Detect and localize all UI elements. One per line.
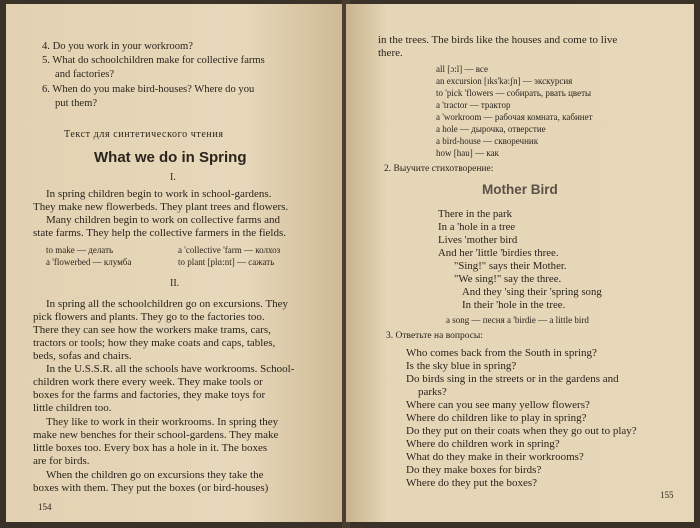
poem-title: Mother Bird [482, 182, 558, 197]
section-number-1: I. [170, 172, 176, 183]
question-5-cont: and factories? [55, 69, 115, 80]
question-4: 4. Do you work in your workroom? [42, 41, 193, 52]
question-5: 5. What do schoolchildren make for collective farms [42, 55, 265, 66]
task-2-label: 2. Выучите стихотворение: [384, 164, 494, 174]
question-6-cont: put them? [55, 98, 98, 109]
page-number-left: 154 [38, 502, 52, 512]
task-3-label: 3. Ответьте на вопросы: [386, 331, 483, 341]
question-6: 6. When do you make bird-houses? Where do you [42, 84, 255, 95]
right-page: in the trees. The birds like the houses and come to live there. all [ɔ:l] — все an excursion [ɪks'kə:ʃn] — экскурсия to 'pick 'flowers — собирать, рвать цветы a 'tractor — трактор a 'workroom — рабочая комната, кабинет a hole — дырочка, отверстие a bird-house — скворечник how [hau] — как 2. Выучите стихотворение: Mother Bird There in the park In a 'hole in a tree Lives 'mother bird And her 'little 'birdies three. "Sing!" says their Mother. "We sing!" say the three. And they 'sing their 'spring song In their 'hole in the tree. a song — песня a 'birdie — a little bird 3. Ответьте на вопросы: Who comes back from the South in spring? Is the sky blue in spring? Do birds sing in the streets or in the gardens and parks? Where can you see many yellow flowers? Where do children like to play in spring? Do they put on their coats when they go out to play? Where do children work in spring? What do they make in their workrooms? Do they make boxes for birds? Where do they put the boxes? 155 [346, 4, 694, 522]
left-page: 4. Do you work in your workroom? 5. What do schoolchildren make for collective farms and factories? 6. When do you make bird-houses? Where do you put them? Текст для синтетического чтения What we do in Spring I. In spring children begin to work in school-gardens. They make new flowerbeds. They plant trees and flowers. Many children begin to work on collective farms and state farms. They help the collective farmers in the fields. to make — делать a 'flowerbed — клумба a 'collective 'farm — колхоз to plant [plɑ:nt] — сажать II. In spring all the schoolchildren go on excursions. They pick flowers and plants. They go to the factories too. There they can see how the workers make trams, cars, tractors or tools; how they make coats and caps, tables, beds, sofas and chairs. In the U.S.S.R. all the schools have workrooms. School- children work there every week. They make tools or boxes for the farms and factories, they make toys for little children too. They like to work in their workrooms. In spring they make new benches for their school-gardens. They make little boxes too. Every box has a hole in it. The boxes are for birds. When the children go on excursions they take the boxes with them. They put the boxes (or bird-houses) 154 [6, 4, 346, 522]
continuation-line-2: there. [378, 47, 403, 59]
continuation-line-1: in the trees. The birds like the houses and come to live [378, 34, 618, 46]
section-subheading: Текст для синтетического чтения [64, 129, 224, 140]
page-number-right: 155 [660, 490, 674, 500]
page-title: What we do in Spring [94, 149, 247, 166]
poem-glossary: a song — песня a 'birdie — a little bird [446, 315, 589, 325]
section-number-2: II. [170, 278, 180, 289]
